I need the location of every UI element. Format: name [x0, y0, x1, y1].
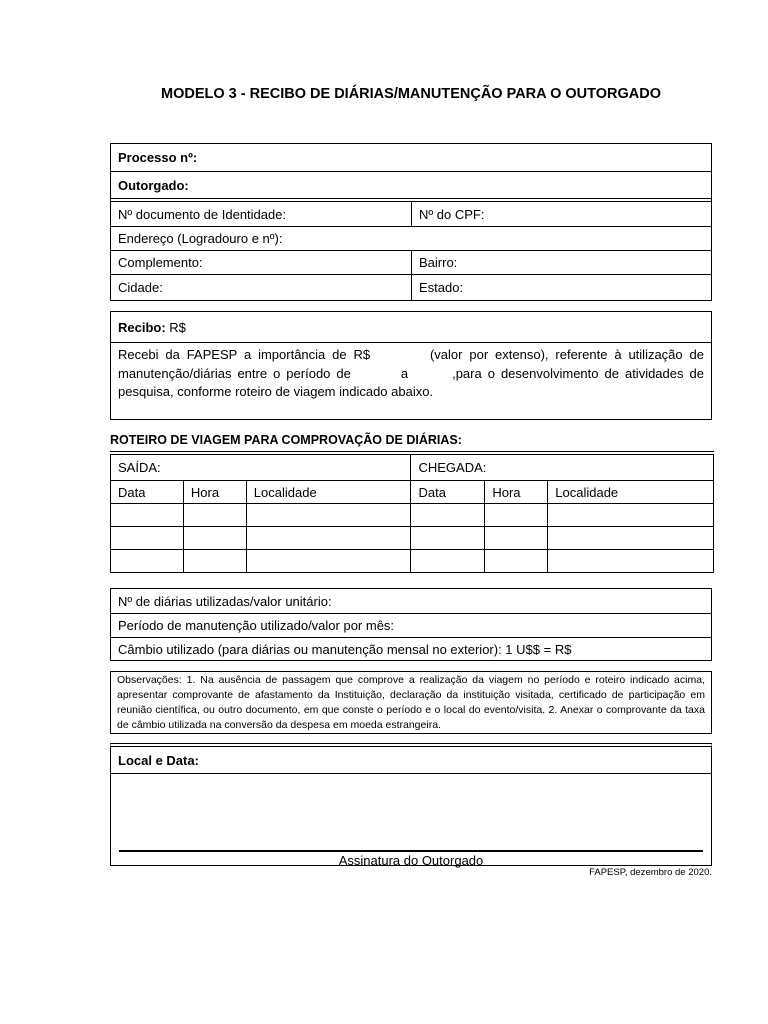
receipt-section: [110, 311, 712, 420]
table-cell[interactable]: [548, 504, 714, 527]
signature-line[interactable]: [119, 850, 703, 852]
table-cell[interactable]: [246, 504, 411, 527]
recibo-currency: R$: [169, 319, 186, 335]
itinerary-heading: ROTEIRO DE VIAGEM PARA COMPROVAÇÃO DE DIÁRIAS:: [110, 433, 462, 447]
cambio-row[interactable]: [111, 638, 711, 660]
table-cell[interactable]: [411, 527, 485, 550]
footer-note: FAPESP, dezembro de 2020.: [589, 867, 712, 878]
table-cell[interactable]: [485, 527, 548, 550]
local-data-label: Local e Data:: [118, 752, 199, 768]
outorgado-label: Outorgado:: [118, 177, 189, 193]
receipt-text-part3: a: [400, 365, 409, 381]
recibo-row[interactable]: [111, 312, 711, 343]
table-cell[interactable]: [411, 504, 485, 527]
table-cell[interactable]: [111, 527, 184, 550]
receipt-text: [111, 343, 711, 402]
table-cell[interactable]: [111, 504, 184, 527]
diarias-row[interactable]: [111, 589, 711, 614]
identification-section: [110, 143, 712, 301]
signature-label: Assinatura do Outorgado: [338, 853, 484, 868]
departure-header: SAÍDA:: [111, 453, 411, 481]
signature-section: [110, 743, 712, 866]
recibo-label: Recibo:: [118, 319, 166, 335]
col-header-localidade-saida: Localidade: [246, 481, 411, 504]
table-row: [111, 527, 714, 550]
receipt-text-part2: (valor por extenso), referente à utilização de manutenção/diárias entre o período de: [118, 347, 704, 381]
table-cell[interactable]: [411, 550, 485, 573]
periodo-label: Período de manutenção utilizado/valor por mês:: [118, 618, 395, 633]
table-row: [111, 504, 714, 527]
col-header-hora-chegada: Hora: [485, 481, 548, 504]
observations-box: [110, 671, 712, 734]
arrival-header: CHEGADA:: [411, 453, 714, 481]
table-row: [111, 550, 714, 573]
receipt-text-part4: ,para o desenvolvimento de atividades de pesquisa, conforme roteiro de viagem indicado abaixo.: [118, 365, 704, 399]
totals-section: [110, 588, 712, 661]
observations-text: Observações: 1. Na ausência de passagem que comprove a realização da viagem no período e roteiro indicado acima, apresentar comprovante de afastamento da Instituição, declaração da instituição visitada, certificado de participação em reunião científica, ou outro documento, em que conste o período e o local do evento/visita. 2. Anexar o comprovante da taxa de câmbio utilizada na conversão da despesa em moeda estrangeira.: [117, 674, 705, 731]
table-cell[interactable]: [485, 550, 548, 573]
bairro-field[interactable]: Bairro:: [419, 255, 458, 270]
cpf-field[interactable]: Nº do CPF:: [419, 206, 485, 222]
document-title: MODELO 3 - RECIBO DE DIÁRIAS/MANUTENÇÃO PARA O OUTORGADO: [161, 86, 661, 102]
itinerary-table: [110, 451, 714, 573]
local-data-row[interactable]: [111, 747, 711, 774]
table-cell[interactable]: [183, 504, 246, 527]
col-header-localidade-chegada: Localidade: [548, 481, 714, 504]
table-cell[interactable]: [246, 527, 411, 550]
endereco-row[interactable]: [111, 227, 711, 251]
col-header-data-chegada: Data: [411, 481, 485, 504]
cambio-label: Câmbio utilizado (para diárias ou manutenção mensal no exterior): 1 U$$ = R$: [118, 641, 572, 657]
table-cell[interactable]: [111, 550, 184, 573]
complemento-field[interactable]: Complemento:: [111, 251, 412, 274]
col-header-data-saida: Data: [111, 481, 184, 504]
table-cell[interactable]: [548, 527, 714, 550]
periodo-row[interactable]: [111, 614, 711, 638]
identidade-field[interactable]: Nº documento de Identidade:: [111, 202, 412, 226]
table-cell[interactable]: [485, 504, 548, 527]
processo-label: Processo nº:: [118, 150, 198, 165]
outorgado-row[interactable]: [111, 172, 711, 202]
col-header-hora-saida: Hora: [183, 481, 246, 504]
table-cell[interactable]: [548, 550, 714, 573]
table-cell[interactable]: [246, 550, 411, 573]
cidade-estado-row: [111, 275, 711, 300]
receipt-text-part1: Recebi da FAPESP a importância de R$: [118, 347, 371, 362]
table-cell[interactable]: [183, 527, 246, 550]
diarias-label: Nº de diárias utilizadas/valor unitário:: [118, 593, 332, 609]
estado-field[interactable]: Estado:: [419, 280, 464, 295]
complemento-bairro-row: [111, 251, 711, 275]
identidade-cpf-row: [111, 202, 711, 227]
table-cell[interactable]: [183, 550, 246, 573]
cidade-field[interactable]: Cidade:: [111, 275, 412, 300]
endereco-field: Endereço (Logradouro e nº):: [118, 231, 283, 246]
processo-row[interactable]: [111, 144, 711, 172]
